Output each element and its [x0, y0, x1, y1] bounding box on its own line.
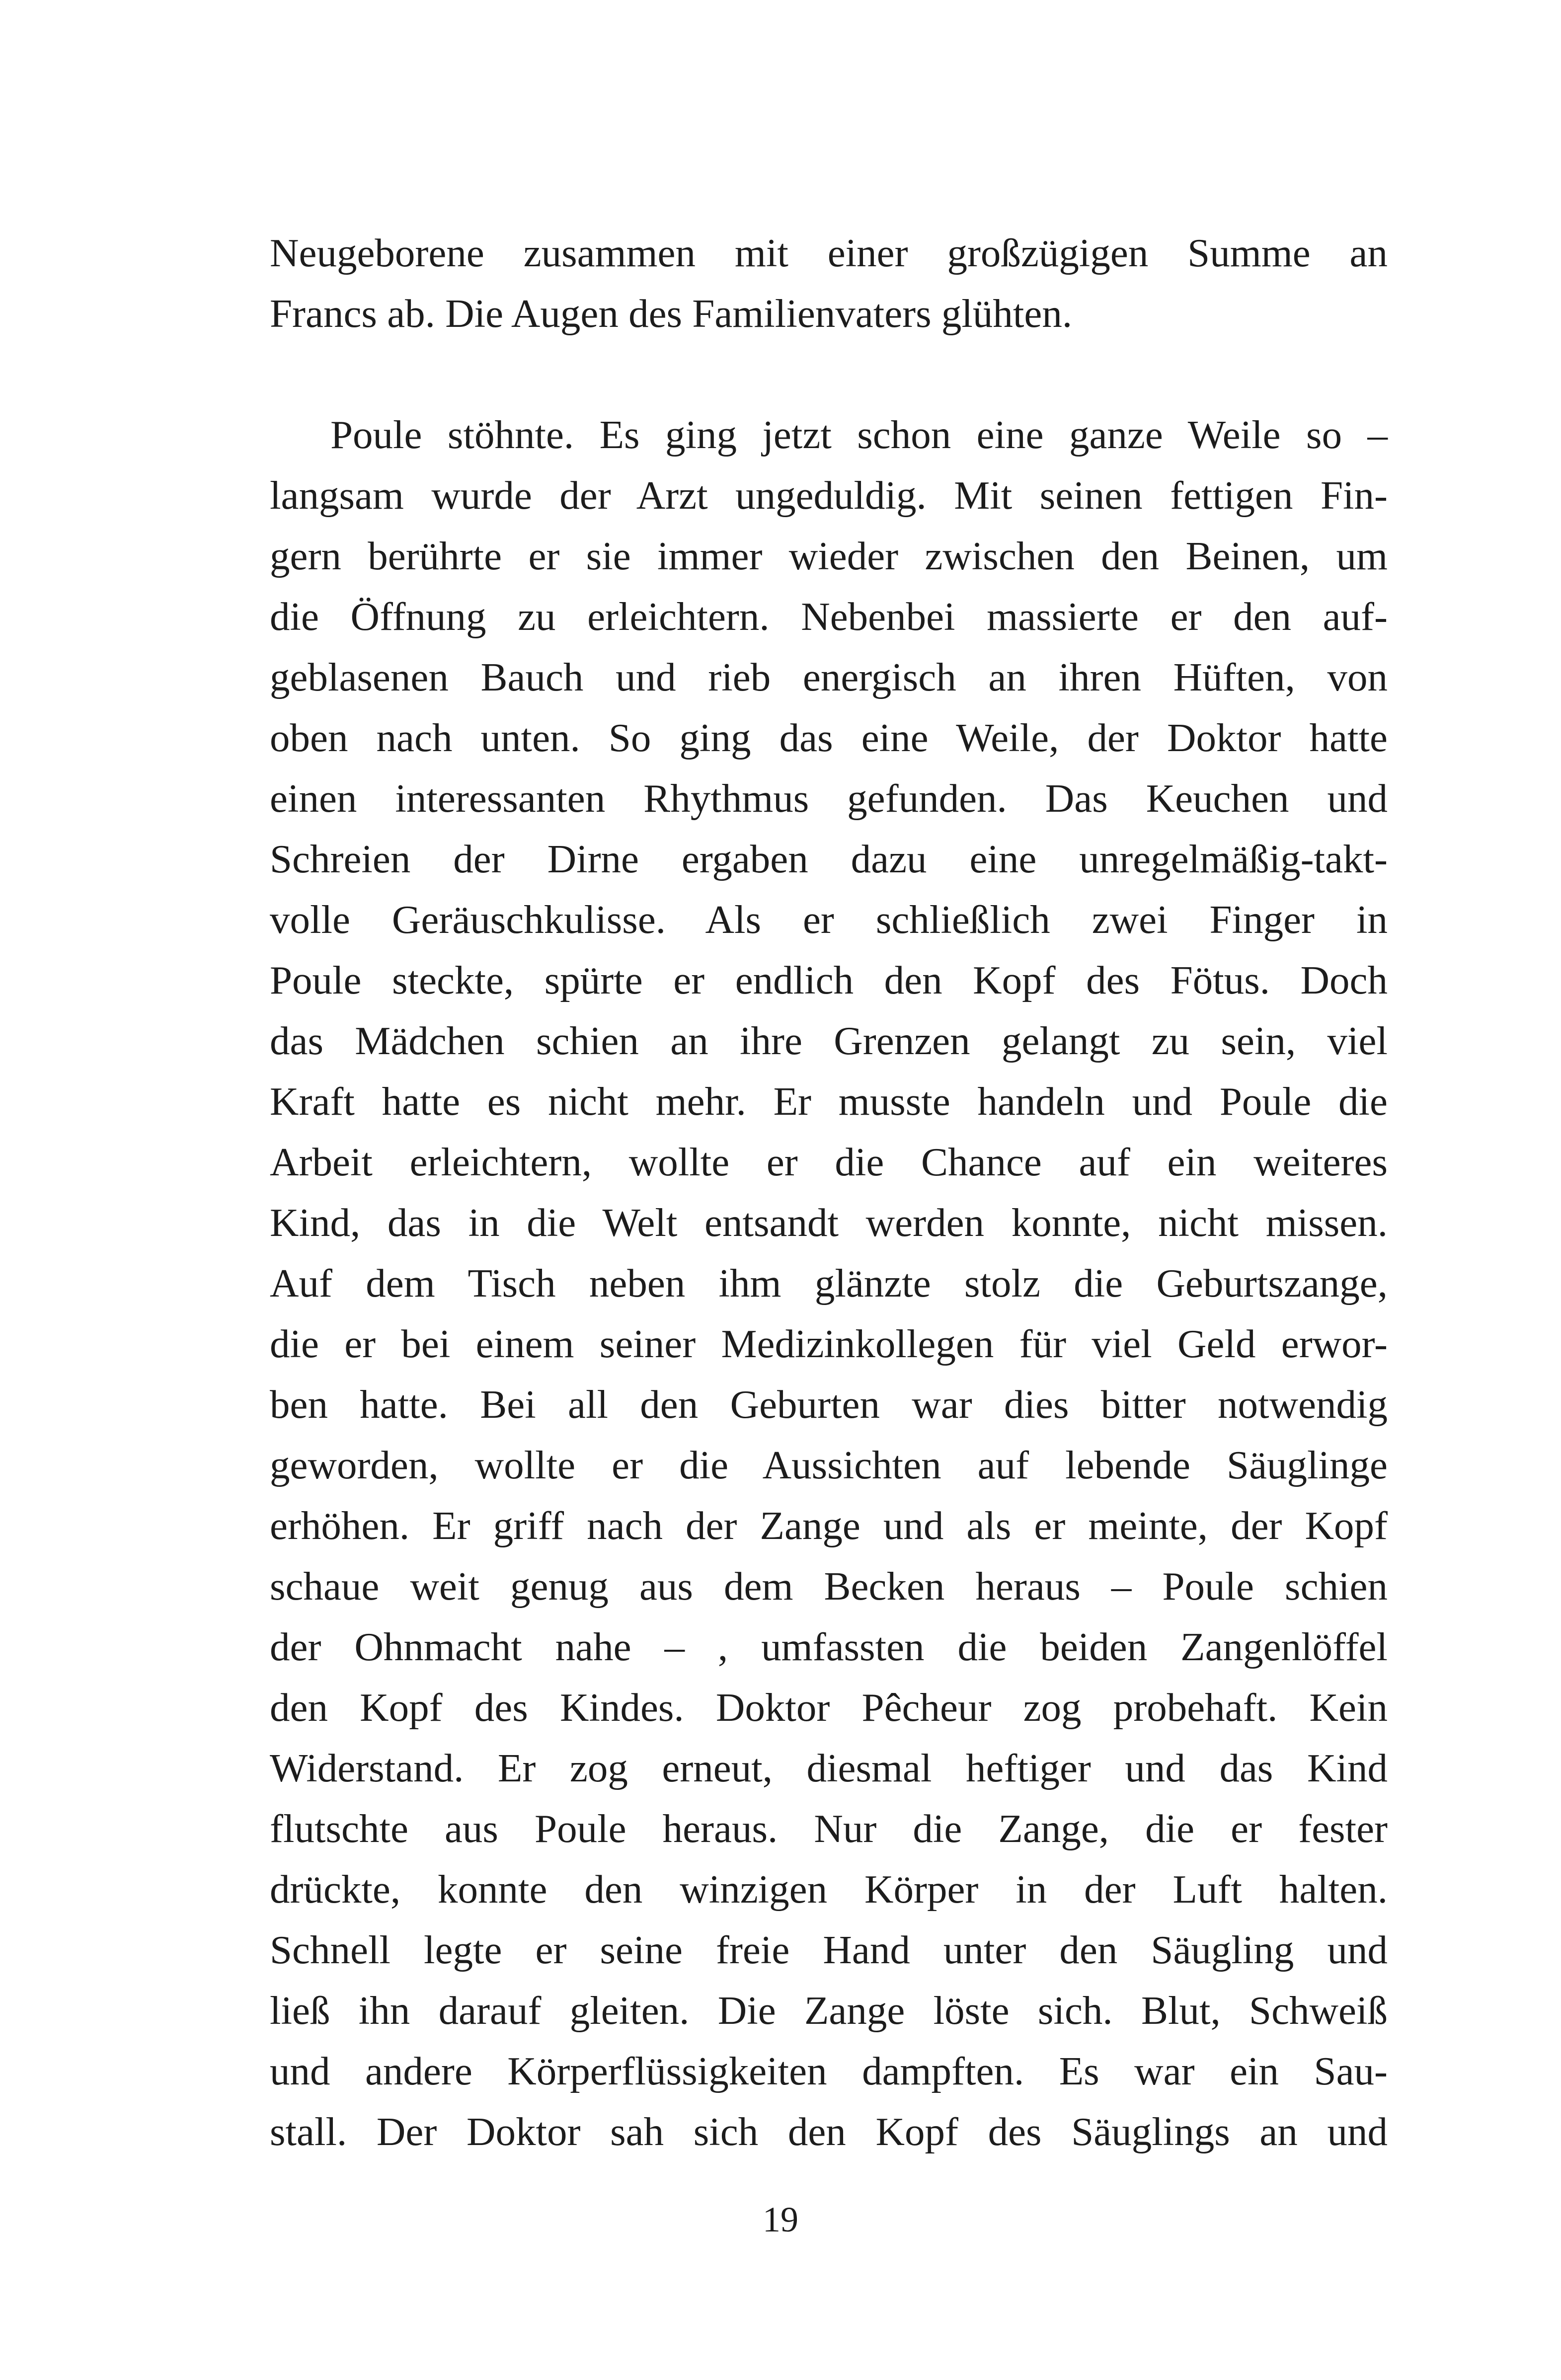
text-line: schaue weit genug aus dem Becken heraus – Poule schien — [270, 1564, 1388, 1609]
text-line: die er bei einem seiner Medizinkollegen für viel Geld erwor- — [270, 1321, 1388, 1366]
paragraph-gap — [270, 344, 1388, 404]
paragraph-2 — [270, 404, 1388, 2162]
body-text — [270, 223, 1388, 2162]
text-line: einen interessanten Rhythmus gefunden. Das Keuchen und — [270, 776, 1388, 821]
text-line: geworden, wollte er die Aussichten auf lebende Säuglinge — [270, 1443, 1388, 1487]
text-line: Arbeit erleichtern, wollte er die Chance auf ein weiteres — [270, 1140, 1388, 1184]
text-line: gern berührte er sie immer wieder zwischen den Beinen, um — [270, 534, 1388, 578]
text-line: ließ ihn darauf gleiten. Die Zange löste sich. Blut, Schweiß — [270, 1988, 1388, 2033]
text-line: oben nach unten. So ging das eine Weile, der Doktor hatte — [270, 715, 1388, 760]
text-line: drückte, konnte den winzigen Körper in der Luft halten. — [270, 1867, 1388, 1912]
text-line: Schreien der Dirne ergaben dazu eine unregelmäßig-takt- — [270, 837, 1388, 881]
text-line: langsam wurde der Arzt ungeduldig. Mit seinen fettigen Fin- — [270, 473, 1388, 518]
text-line: Widerstand. Er zog erneut, diesmal heftiger und das Kind — [270, 1746, 1388, 1790]
text-line: volle Geräuschkulisse. Als er schließlich zwei Finger in — [270, 897, 1388, 942]
text-line: flutschte aus Poule heraus. Nur die Zange, die er fester — [270, 1806, 1388, 1851]
text-line: erhöhen. Er griff nach der Zange und als er meinte, der Kopf — [270, 1503, 1388, 1548]
text-line: stall. Der Doktor sah sich den Kopf des Säuglings an und — [270, 2109, 1388, 2154]
text-line: und andere Körperflüssigkeiten dampften. Es war ein Sau- — [270, 2049, 1388, 2093]
text-line: das Mädchen schien an ihre Grenzen gelangt zu sein, viel — [270, 1018, 1388, 1063]
text-line: Schnell legte er seine freie Hand unter den Säugling und — [270, 1927, 1388, 1972]
text-line: der Ohnmacht nahe – , umfassten die beiden Zangenlöffel — [270, 1624, 1388, 1669]
text-line: ben hatte. Bei all den Geburten war dies bitter notwendig — [270, 1382, 1388, 1427]
text-line: Auf dem Tisch neben ihm glänzte stolz die Geburtszange, — [270, 1261, 1388, 1305]
text-line: Francs ab. Die Augen des Familienvaters glühten. — [270, 291, 1073, 336]
text-line: die Öffnung zu erleichtern. Nebenbei massierte er den auf- — [270, 594, 1388, 639]
page-number: 19 — [763, 2200, 798, 2239]
text-line: Poule steckte, spürte er endlich den Kopf des Fötus. Doch — [270, 958, 1388, 1002]
text-line: geblasenen Bauch und rieb energisch an ihren Hüften, von — [270, 655, 1388, 699]
paragraph-1 — [270, 223, 1388, 344]
text-line: Neugeborene zusammen mit einer großzügigen Summe an — [270, 230, 1388, 275]
text-line: Kraft hatte es nicht mehr. Er musste handeln und Poule die — [270, 1079, 1388, 1124]
text-line: den Kopf des Kindes. Doktor Pêcheur zog probehaft. Kein — [270, 1685, 1388, 1730]
text-line: Poule stöhnte. Es ging jetzt schon eine ganze Weile so – — [330, 412, 1388, 457]
text-line: Kind, das in die Welt entsandt werden konnte, nicht missen. — [270, 1200, 1388, 1245]
